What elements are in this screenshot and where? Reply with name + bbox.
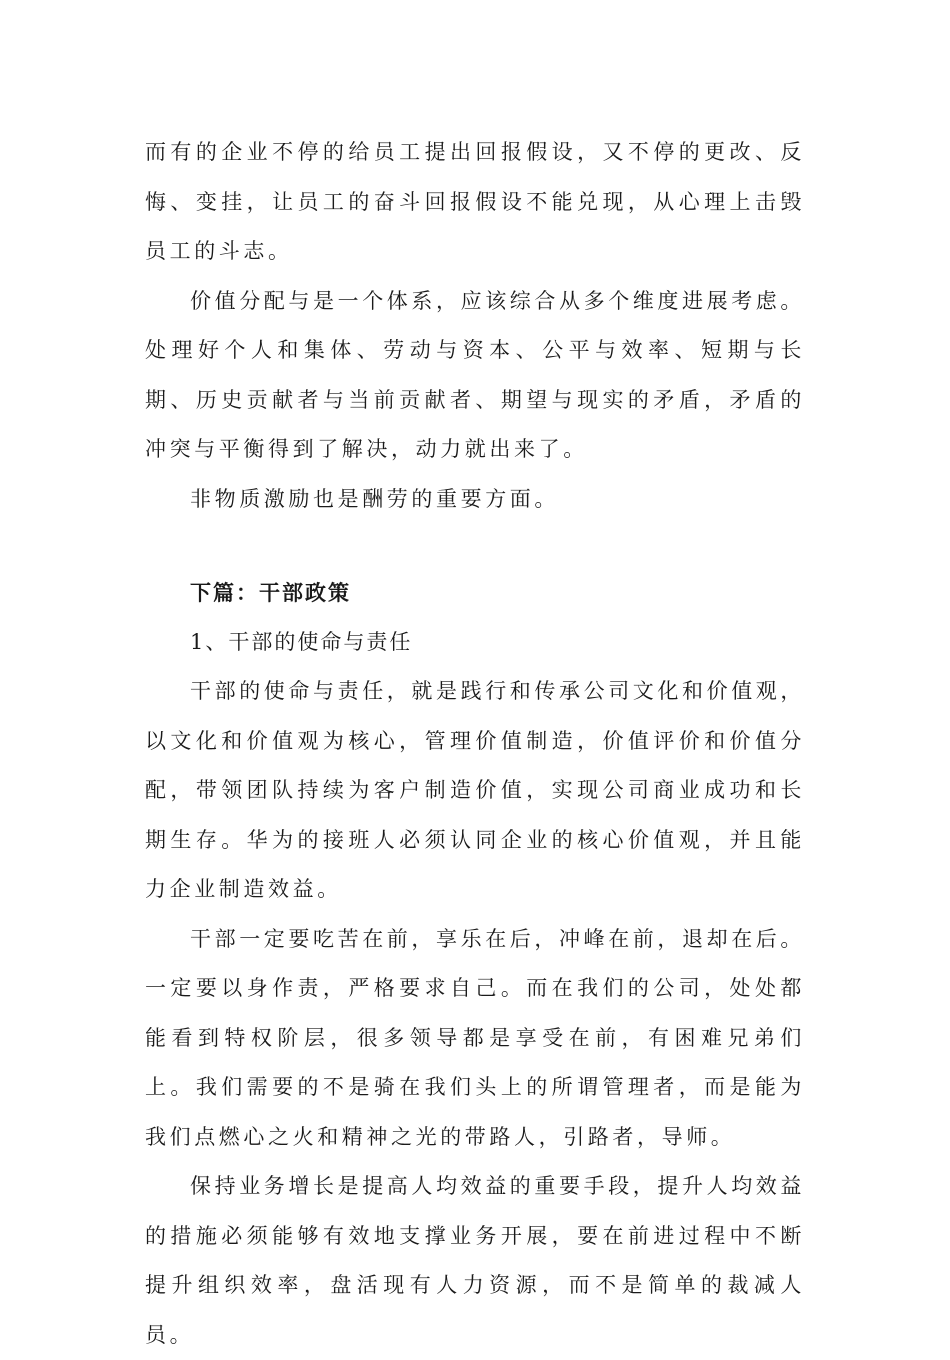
paragraph-cadre-conduct: 干部一定要吃苦在前，享乐在后，冲峰在前，退却在后。一定要以身作责，严格要求自己。而在我们的公司，处处都能看到特权阶层，很多领导都是享受在前，有困难兄弟们上。我们需要的不是骑在我们头上的所谓管理者，而是能为我们点燃心之火和精神之光的带路人，引路者，导师。 <box>145 926 805 1149</box>
paragraph-cadre-mission: 干部的使命与责任，就是践行和传承公司文化和价值观，以文化和价值观为核心，管理价值制造，价值评价和价值分配，带领团队持续为客户制造价值，实现公司商业成功和长期生存。华为的接班人必须认同企业的核心价值观，并且能力企业制造效益。 <box>145 679 805 901</box>
paragraph-non-material-incentive: 非物质激励也是酬劳的重要方面。 <box>190 486 559 511</box>
paragraph-value-distribution: 价值分配与是一个体系，应该综合从多个维度进展考虑。处理好个人和集体、劳动与资本、公平与效率、短期与长期、历史贡献者与当前贡献者、期望与现实的矛盾，矛盾的冲突与平衡得到了解决，动力就出来了。 <box>145 288 805 461</box>
paragraph-business-growth: 保持业务增长是提高人均效益的重要手段，提升人均效益的措施必须能够有效地支撑业务开展，要在前进过程中不断提升组织效率，盘活现有人力资源，而不是简单的裁减人员。 <box>145 1174 805 1347</box>
subsection-title: 1、干部的使命与责任 <box>190 629 413 654</box>
paragraph-continuation: 而有的企业不停的给员工提出回报假设，又不停的更改、反悔、变挂，让员工的奋斗回报假设不能兑现，从心理上击毁员工的斗志。 <box>145 140 805 263</box>
section-title: 下篇：干部政策 <box>190 580 351 605</box>
document-body <box>145 128 805 1360</box>
